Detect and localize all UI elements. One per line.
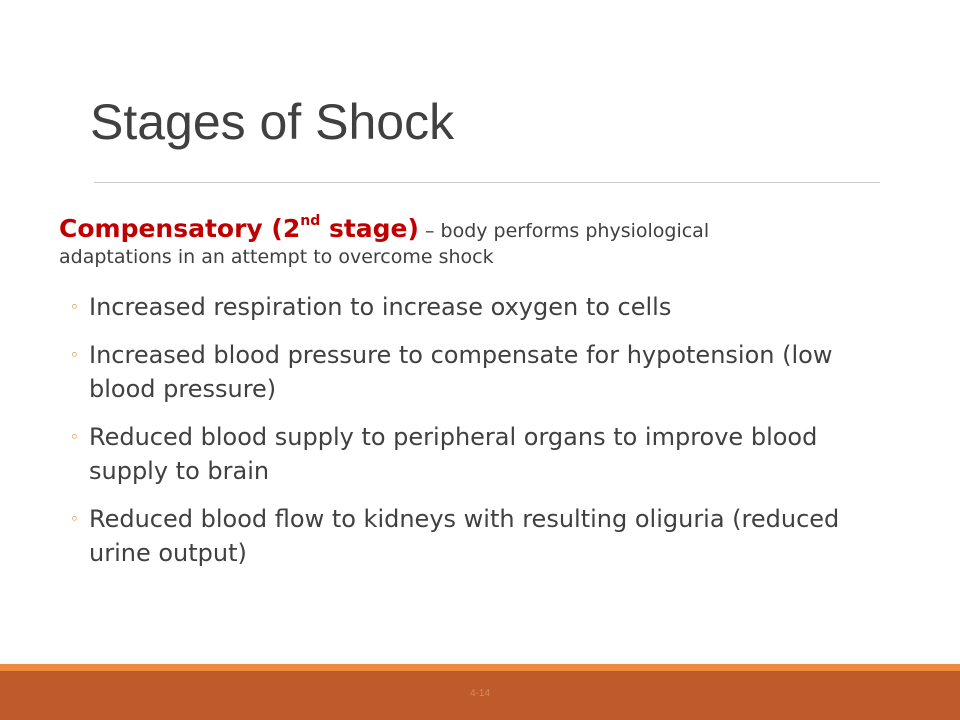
stage-heading: [59, 214, 419, 243]
bullet-text: Reduced blood flow to kidneys with resulting oliguria (reduced urine output): [89, 505, 840, 567]
slide-number: 4-14: [469, 688, 490, 699]
bullet-text: Increased respiration to increase oxygen to cells: [89, 293, 672, 321]
bullet-text: Increased blood pressure to compensate for hypotension (low blood pressure): [89, 341, 833, 403]
stage-description-line2: adaptations in an attempt to overcome shock: [59, 246, 494, 268]
footer-accent-stripe: [0, 664, 960, 671]
slide-title: Stages of Shock: [90, 94, 455, 150]
stage-heading-tail: stage): [320, 214, 419, 243]
bullet-list: [70, 290, 870, 584]
bullet-text: Reduced blood supply to peripheral organs to improve blood supply to brain: [89, 423, 818, 485]
bullet-item: [70, 420, 870, 488]
circle-bullet-icon: ◦: [70, 298, 79, 316]
circle-bullet-icon: ◦: [70, 346, 79, 364]
title-divider: [94, 182, 880, 183]
bullet-item: [70, 290, 870, 324]
circle-bullet-icon: ◦: [70, 428, 79, 446]
ordinal-superscript: nd: [300, 213, 321, 229]
stage-description-line1: – body performs physiological: [418, 220, 710, 242]
stage-heading-text: Compensatory (2: [59, 214, 301, 243]
bullet-item: [70, 502, 870, 570]
intro-paragraph: [59, 212, 879, 270]
bullet-item: [70, 338, 870, 406]
circle-bullet-icon: ◦: [70, 510, 79, 528]
